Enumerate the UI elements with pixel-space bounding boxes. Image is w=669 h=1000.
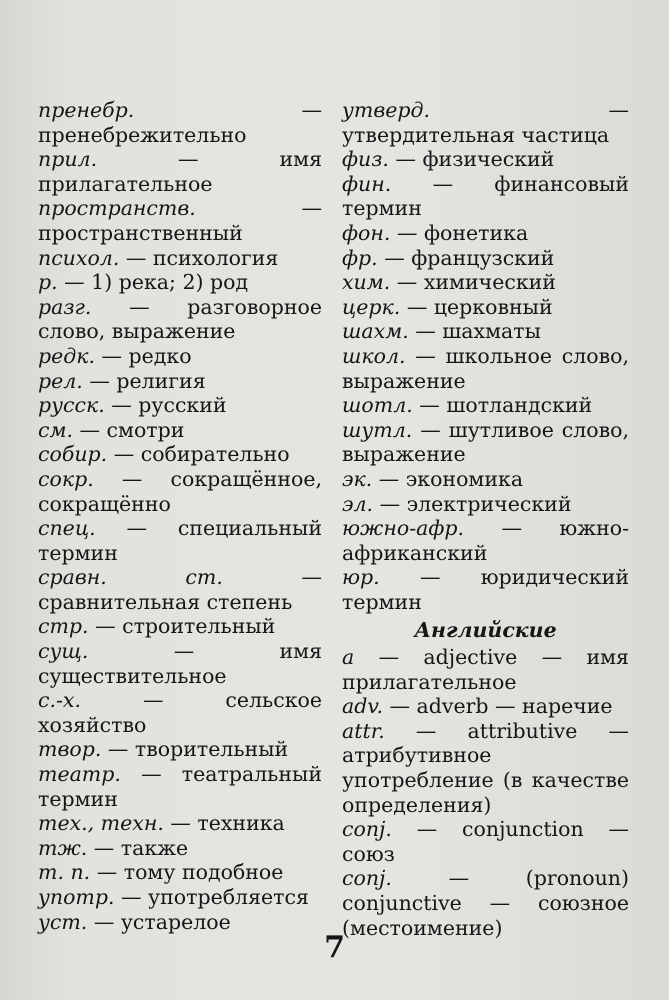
abbreviation-entry: [38, 147, 322, 196]
abbreviation-definition: — conjunction — союз: [342, 817, 629, 866]
abbreviation-term: стр.: [38, 614, 89, 639]
abbreviation-term: твор.: [38, 737, 102, 762]
abbreviation-term: употр.: [38, 885, 115, 909]
abbreviation-definition: — строительный: [88, 614, 276, 639]
page-number: 7: [324, 930, 345, 965]
abbreviation-term: т. п.: [38, 860, 91, 885]
abbreviation-entry: [38, 836, 322, 861]
abbreviation-entry: [38, 688, 322, 737]
abbreviation-definition: — экономика: [372, 466, 524, 491]
abbreviation-term: см.: [38, 417, 73, 442]
abbreviation-definition: — тому подобное: [90, 860, 284, 885]
abbreviation-term: собир.: [38, 442, 108, 467]
abbreviation-entry: [342, 270, 629, 295]
abbreviation-entry: [342, 147, 629, 172]
abbreviation-term: тж.: [38, 835, 88, 860]
abbreviation-entry: [342, 418, 629, 467]
abbreviation-term: психол.: [38, 245, 120, 270]
abbreviation-definition: — творительный: [101, 737, 289, 762]
abbreviation-entry: [38, 885, 322, 910]
abbreviation-entry: [38, 442, 322, 467]
abbreviation-definition: — шахматы: [408, 319, 541, 344]
abbreviation-definition: — adjective — имя прилагательное: [342, 645, 629, 694]
abbreviation-term: юр.: [342, 565, 380, 590]
abbreviation-definition: — сравнительная степень: [38, 565, 322, 614]
abbreviation-entry: [342, 98, 629, 147]
abbreviation-entry: [38, 369, 322, 394]
abbreviation-entry: [342, 565, 629, 614]
abbreviation-definition: — 1) река; 2) род: [57, 270, 249, 295]
abbreviation-definition: — церковный: [400, 294, 553, 319]
abbreviation-entry: [38, 516, 322, 565]
abbreviation-definition: — разговорное слово, выражение: [38, 294, 322, 344]
abbreviation-definition: — пренебрежительно: [38, 98, 322, 147]
abbreviation-entry: [38, 246, 322, 271]
abbreviation-term: хим.: [342, 270, 391, 295]
abbreviation-term: пространств.: [38, 196, 196, 221]
abbreviation-entry: [342, 516, 629, 565]
abbreviation-term: разг.: [38, 294, 92, 319]
abbreviation-definition: — также: [87, 835, 189, 860]
abbreviation-term: русск.: [38, 393, 105, 418]
abbreviation-term: эл.: [342, 491, 374, 516]
abbreviation-entry: [38, 467, 322, 516]
abbreviation-term: с.-х.: [38, 688, 82, 713]
abbreviation-definition: — устарелое: [87, 909, 231, 934]
abbreviation-definition: — психология: [119, 245, 279, 270]
abbreviation-term: сущ.: [38, 639, 89, 664]
abbreviation-entry: [342, 467, 629, 492]
abbreviation-definition: — имя прилагательное: [38, 147, 322, 196]
abbreviation-entry: [342, 492, 629, 517]
abbreviation-term: a: [342, 645, 355, 670]
abbreviation-definition: — электрический: [373, 491, 572, 516]
abbreviation-definition: — собирательно: [107, 442, 290, 467]
abbreviation-entry: [342, 221, 629, 246]
abbreviation-definition: — (pronoun) conjunctive — союзное (местоимение): [342, 866, 629, 940]
abbreviation-entry: [38, 565, 322, 614]
abbreviation-term: р.: [38, 270, 58, 295]
abbreviation-definition: — французский: [377, 245, 555, 270]
abbreviation-term: театр.: [38, 762, 121, 787]
abbreviation-term: школ.: [342, 343, 406, 368]
abbreviation-term: утверд.: [342, 98, 431, 122]
abbreviation-definition: — финансовый термин: [342, 171, 629, 221]
abbreviation-entry: [342, 344, 629, 393]
abbreviation-term: фин.: [342, 171, 392, 196]
abbreviation-term: шотл.: [342, 393, 413, 418]
abbreviation-definition: — физический: [388, 147, 555, 172]
abbreviation-term: шутл.: [342, 417, 413, 442]
abbreviation-term: attr.: [342, 718, 385, 743]
abbreviation-term: adv.: [342, 694, 384, 719]
left-column: [38, 98, 322, 934]
abbreviation-definition: — химический: [390, 270, 556, 295]
abbreviation-term: рел.: [38, 368, 83, 393]
english-section-heading: Английские: [414, 618, 557, 643]
abbreviation-definition: — пространственный: [38, 196, 322, 245]
abbreviation-entry: [342, 645, 629, 694]
abbreviation-term: conj.: [342, 817, 392, 842]
abbreviation-definition: — сокращённое, сокращённо: [38, 466, 322, 516]
abbreviation-entry: [342, 393, 629, 418]
abbreviation-definition: — религия: [82, 368, 206, 393]
abbreviation-entry: [38, 418, 322, 443]
abbreviation-term: фон.: [342, 220, 391, 245]
abbreviation-term: шахм.: [342, 319, 409, 344]
abbreviation-definition: — редко: [95, 343, 192, 368]
abbreviation-definition: — театральный термин: [38, 762, 322, 811]
abbreviation-definition: — сельское хозяйство: [38, 688, 322, 737]
abbreviation-definition: — шотландский: [412, 393, 593, 418]
abbreviation-entry: [342, 694, 629, 719]
abbreviation-term: сокр.: [38, 466, 94, 491]
abbreviation-definition: — смотри: [73, 417, 185, 442]
abbreviation-term: редк.: [38, 343, 96, 368]
abbreviation-definition: — утвердительная частица: [342, 98, 629, 147]
abbreviation-entry: [38, 98, 322, 147]
abbreviation-entry: [38, 762, 322, 811]
abbreviation-entry: [38, 393, 322, 418]
abbreviation-term: тех., техн.: [38, 811, 164, 836]
abbreviation-definition: — южно-африканский: [342, 516, 629, 565]
abbreviation-definition: — фонетика: [390, 220, 529, 245]
abbreviation-definition: — attributive — атрибутивное употребление (в качестве определения): [342, 718, 629, 817]
abbreviation-entry: [342, 817, 629, 866]
abbreviation-entry: [38, 639, 322, 688]
abbreviation-term: церк.: [342, 294, 401, 319]
abbreviation-entry: [342, 295, 629, 320]
abbreviation-definition: — техника: [163, 811, 285, 836]
abbreviation-term: физ.: [342, 147, 389, 172]
abbreviation-entry: [38, 344, 322, 369]
abbreviation-definition: — adverb — наречие: [383, 694, 613, 719]
abbreviation-definition: — русский: [104, 393, 227, 418]
abbreviation-term: conj.: [342, 866, 392, 891]
right-column: [342, 98, 629, 940]
abbreviation-entry: [38, 196, 322, 245]
abbreviation-entry: [38, 270, 322, 295]
abbreviation-entry: [342, 719, 629, 817]
abbreviation-definition: — шутливое слово, выражение: [342, 417, 629, 467]
abbreviation-term: уст.: [38, 909, 88, 934]
abbreviation-term: фр.: [342, 245, 378, 270]
abbreviation-term: эк.: [342, 466, 373, 491]
abbreviation-definition: — школьное слово, выражение: [342, 343, 629, 393]
abbreviation-definition: — юридический термин: [342, 565, 629, 614]
abbreviation-entry: [38, 295, 322, 344]
abbreviation-term: южно-афр.: [342, 516, 465, 541]
abbreviation-entry: [38, 811, 322, 836]
abbreviation-entry: [342, 246, 629, 271]
abbreviation-definition: — употребляется: [114, 885, 309, 909]
abbreviation-entry: [342, 319, 629, 344]
abbreviation-definition: — специальный термин: [38, 516, 322, 565]
abbreviation-term: сравн. ст.: [38, 565, 223, 590]
abbreviation-term: спец.: [38, 516, 96, 541]
abbreviation-entry: [38, 860, 322, 885]
abbreviation-term: пренебр.: [38, 98, 135, 122]
abbreviation-entry: [342, 172, 629, 221]
abbreviation-definition: — имя существительное: [38, 639, 322, 688]
abbreviation-entry: [38, 737, 322, 762]
abbreviation-entry: [38, 614, 322, 639]
abbreviation-term: прил.: [38, 147, 98, 172]
